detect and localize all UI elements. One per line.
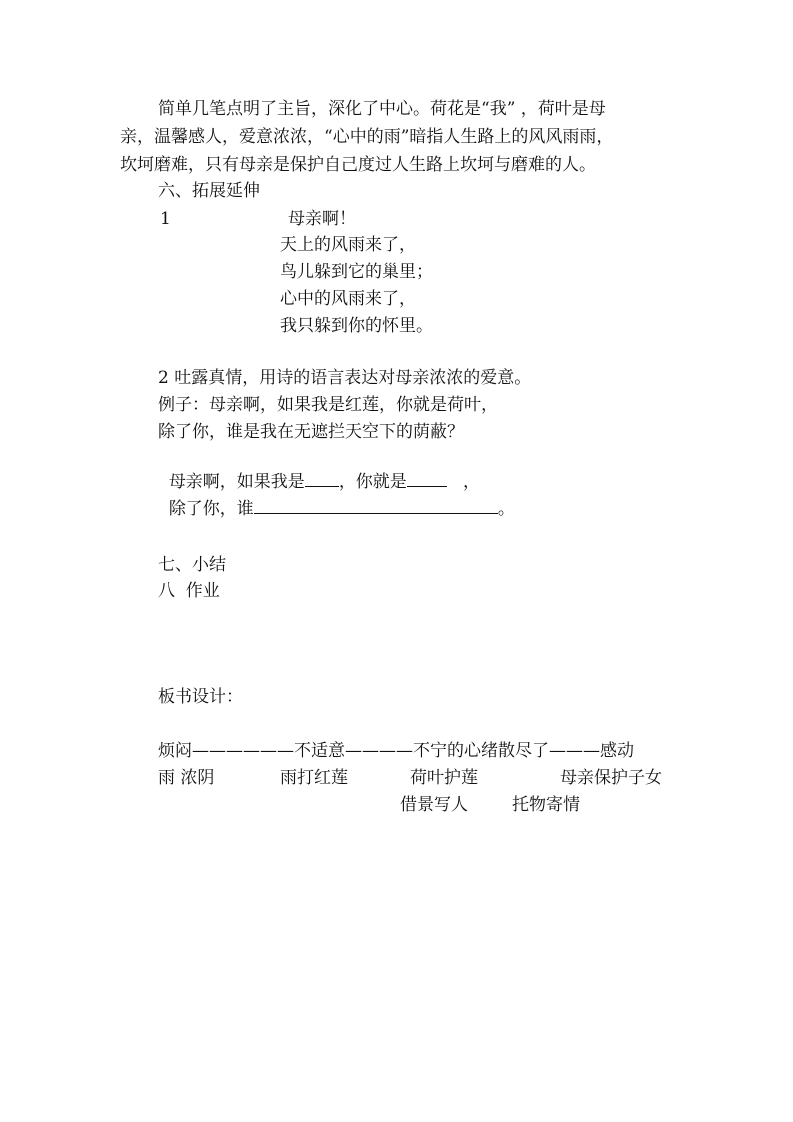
- board-item: 雨打红莲: [280, 768, 348, 788]
- section-7-heading: 七、小结: [158, 555, 226, 575]
- fill-text: 母亲啊，如果我是: [168, 472, 305, 492]
- board-flow-line: 烦闷——————不适意————不宁的心绪散尽了———感动: [158, 741, 634, 761]
- section-6-heading: 六、拓展延伸: [158, 181, 260, 201]
- item-1-number: 1: [160, 209, 171, 229]
- fill-text: 除了你，谁: [168, 499, 254, 519]
- fill-in-line-2: [158, 475, 515, 520]
- summary-line-3: 坎坷磨难，只有母亲是保护自己度过人生路上坎坷与磨难的人。: [120, 155, 596, 175]
- poem-line: 鸟儿躲到它的巢里；: [280, 262, 433, 282]
- board-item: 雨 浓阴: [158, 768, 215, 788]
- fill-text: 。: [497, 499, 515, 519]
- fill-text: ，你就是: [338, 472, 407, 492]
- fill-text: ，: [446, 472, 481, 492]
- board-item: 托物寄情: [512, 795, 580, 815]
- section-8-heading: 八 作业: [158, 581, 220, 601]
- fill-blank[interactable]: [254, 497, 498, 514]
- board-item: 荷叶护莲: [410, 768, 478, 788]
- board-item: 母亲保护子女: [560, 768, 662, 788]
- board-design-heading: 板书设计：: [158, 687, 243, 707]
- summary-line-1: 简单几笔点明了主旨，深化了中心。荷花是“我” ，荷叶是母: [158, 99, 606, 119]
- poem-line: 我只躲到你的怀里。: [280, 316, 433, 336]
- item-2-prompt: 2 吐露真情，用诗的语言表达对母亲浓浓的爱意。: [158, 368, 532, 388]
- poem-line: 天上的风雨来了，: [280, 235, 416, 255]
- poem-line: 心中的风雨来了，: [280, 289, 416, 309]
- poem-title: 母亲啊！: [288, 209, 356, 229]
- board-item: 借景写人: [400, 795, 468, 815]
- example-line-1: 例子：母亲啊，如果我是红莲，你就是荷叶，: [158, 395, 498, 415]
- example-line-2: 除了你，谁是我在无遮拦天空下的荫蔽？: [158, 422, 464, 442]
- summary-line-2: 亲，温馨感人，爱意浓浓，“心中的雨”暗指人生路上的风风雨雨，: [120, 127, 614, 147]
